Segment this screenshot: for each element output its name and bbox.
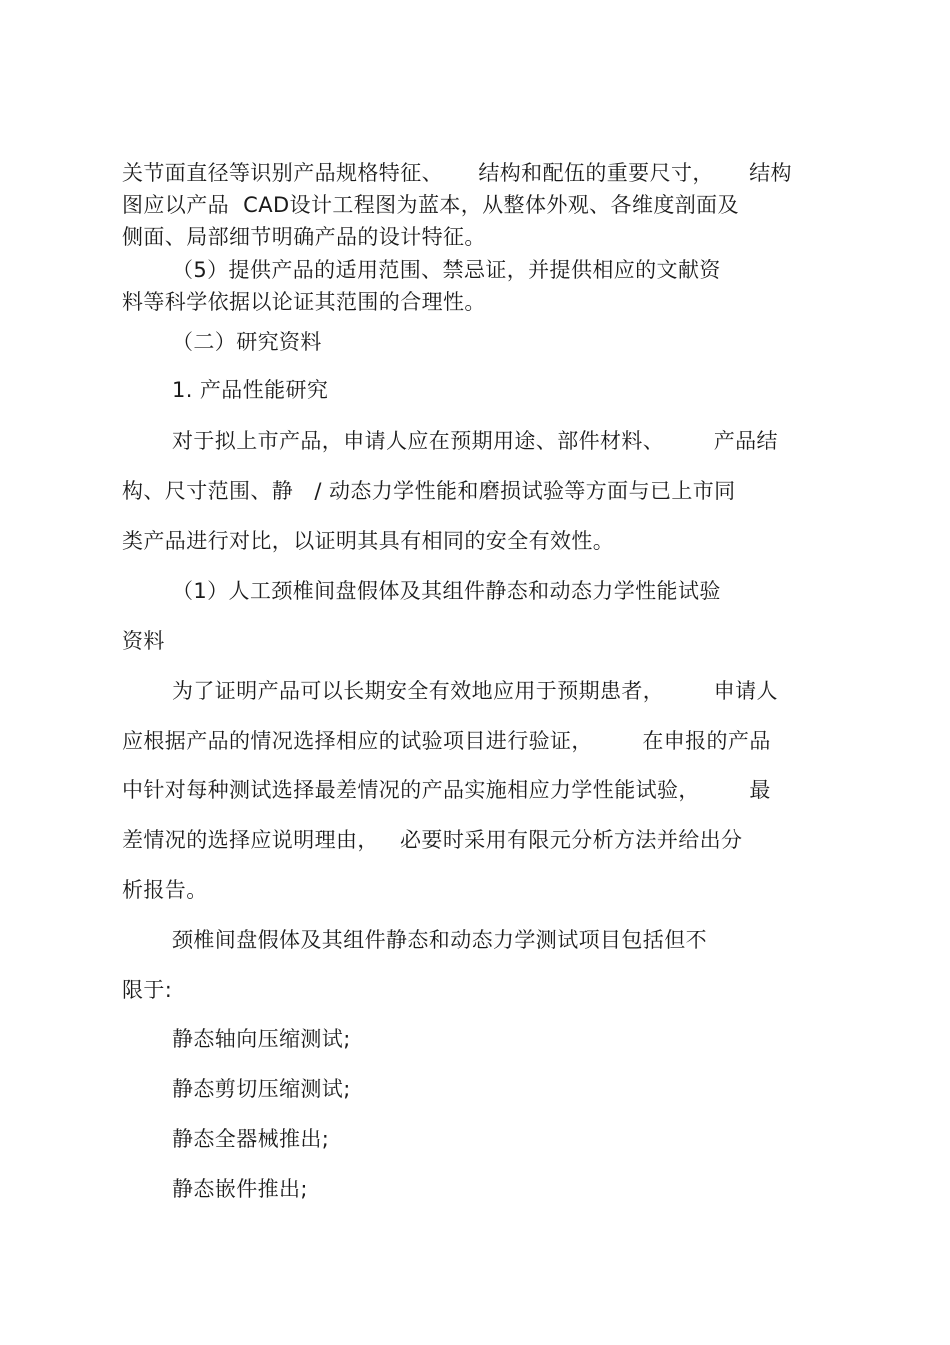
item-heading: （1）人工颈椎间盘假体及其组件静态和动态力学性能试验 (172, 579, 721, 603)
text-line: 限于: (122, 978, 173, 1002)
list-item: 静态嵌件推出; (172, 1177, 308, 1201)
text-line: 应根据产品的情况选择相应的试验项目进行验证， 在申报的产品 (122, 729, 771, 753)
text-line: （5）提供产品的适用范围、禁忌证，并提供相应的文献资 (172, 258, 721, 282)
text-line: 差情况的选择应说明理由， 必要时采用有限元分析方法并给出分 (122, 828, 743, 852)
text-line: 料等科学依据以论证其范围的合理性。 (122, 290, 486, 314)
text-line: 颈椎间盘假体及其组件静态和动态力学测试项目包括但不 (172, 928, 707, 952)
text-line: 对于拟上市产品，申请人应在预期用途、部件材料、 产品结 (172, 429, 778, 453)
list-item: 静态全器械推出; (172, 1127, 330, 1151)
text-line: 中针对每种测试选择最差情况的产品实施相应力学性能试验， 最 (122, 778, 771, 802)
text-line: 关节面直径等识别产品规格特征、 结构和配伍的重要尺寸， 结构 (122, 161, 792, 185)
text-line: 图应以产品 CAD设计工程图为蓝本，从整体外观、各维度剖面及 (122, 193, 739, 217)
text-line: 类产品进行对比，以证明其具有相同的安全有效性。 (122, 529, 615, 553)
text-line: 析报告。 (122, 878, 208, 902)
subsection-heading: 1. 产品性能研究 (172, 378, 329, 402)
list-item: 静态剪切压缩测试; (172, 1077, 351, 1101)
text-line: 构、尺寸范围、静 / 动态力学性能和磨损试验等方面与已上市同 (122, 479, 736, 503)
text-line: 为了证明产品可以长期安全有效地应用于预期患者， 申请人 (172, 679, 778, 703)
list-item: 静态轴向压缩测试; (172, 1027, 351, 1051)
section-heading: （二）研究资料 (172, 330, 322, 354)
text-line: 资料 (122, 629, 165, 653)
text-line: 侧面、局部细节明确产品的设计特征。 (122, 225, 486, 249)
